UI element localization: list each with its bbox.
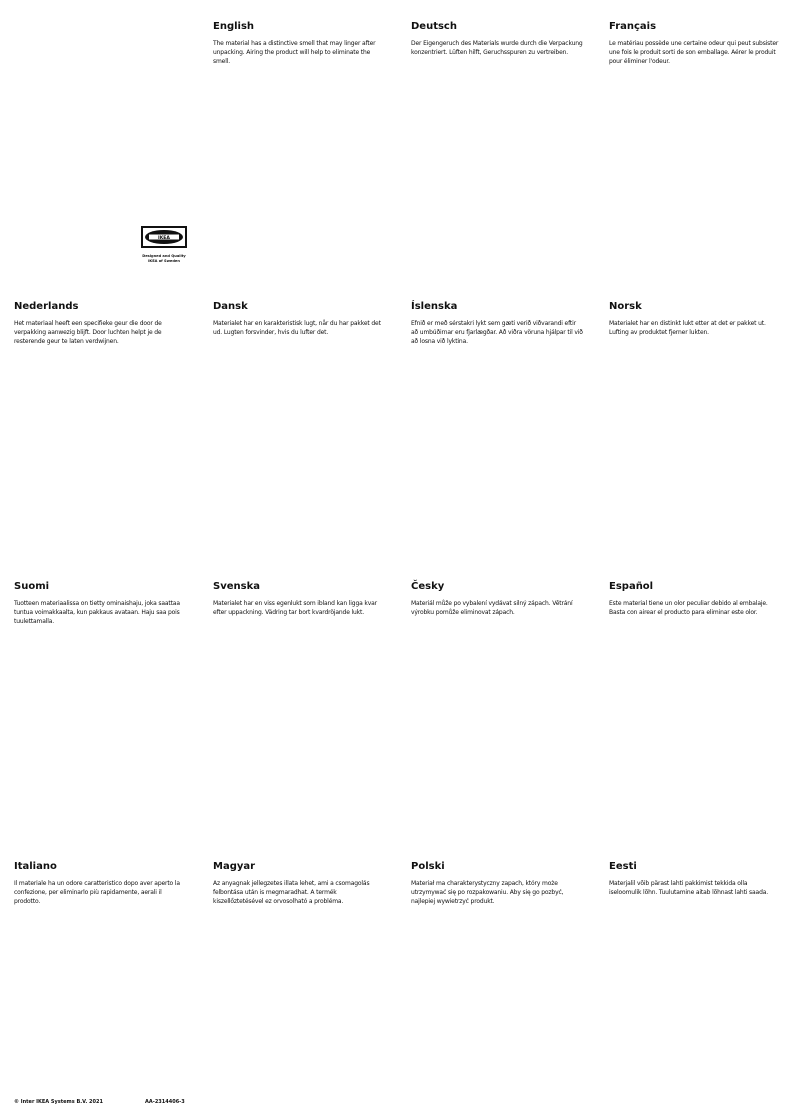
section-italiano — [14, 861, 186, 906]
language-heading: Polski — [411, 861, 445, 872]
language-text: Tuotteen materiaalissa on tietty ominaishaju, joka saattaa tuntua voimakkaalta, kun pakkaus avataan. Haju saa pois tuulettamalla. — [14, 600, 180, 625]
ikea-logo-icon — [141, 226, 187, 248]
section-nederlands — [14, 301, 186, 346]
section-islenska — [411, 301, 583, 346]
language-heading: Deutsch — [411, 21, 457, 32]
language-text: Materiał ma charakterystyczny zapach, który może utrzymywać się po rozpakowaniu. Aby się go pozbyć, najlepiej wywietrzyć produkt. — [411, 880, 564, 905]
logo-wordmark: IKEA — [158, 236, 170, 241]
footer-code: AA-2314406-3 — [145, 1099, 185, 1105]
section-suomi — [14, 581, 186, 626]
section-cesky — [411, 581, 583, 617]
language-heading: Suomi — [14, 581, 50, 592]
language-text: The material has a distinctive smell that may linger after unpacking. Airing the product will help to eliminate the smell. — [213, 40, 376, 65]
language-heading: Norsk — [609, 301, 642, 312]
logo-caption — [141, 254, 187, 263]
section-magyar — [213, 861, 385, 906]
language-heading: Español — [609, 581, 654, 592]
language-text: Het materiaal heeft een specifieke geur die door de verpakking aanwezig blijft. Door luchten helpt je de resterende geur te laten verdwijnen. — [14, 320, 162, 345]
section-espanol — [609, 581, 781, 617]
language-text: Este material tiene un olor peculiar debido al embalaje. Basta con airear el producto para eliminar este olor. — [609, 600, 768, 616]
language-heading: Italiano — [14, 861, 57, 872]
language-heading: Français — [609, 21, 657, 32]
language-heading: Eesti — [609, 861, 637, 872]
language-heading: Íslenska — [411, 301, 458, 312]
language-text: Il materiale ha un odore caratteristico dopo aver aperto la confezione, per eliminarlo più rapidamente, aerali il prodotto. — [14, 880, 180, 905]
language-heading: Dansk — [213, 301, 248, 312]
section-svenska — [213, 581, 385, 617]
language-text: Le matériau possède une certaine odeur qui peut subsister une fois le produit sorti de son emballage. Aérer le produit pour éliminer l'odeur. — [609, 40, 779, 65]
language-text: Efnið er með sérstakri lykt sem gæti verið viðvarandi eftir að umbúðirnar eru fjarlægðar. Að viðra vöruna hjálpar til við að losna við lyktina. — [411, 320, 583, 345]
section-francais — [609, 21, 781, 66]
section-dansk — [213, 301, 385, 337]
language-text: Materiál může po vybalení vydávat silný zápach. Větrání výrobku pomůže eliminovat zápach. — [411, 600, 573, 616]
logo-line-2: IKEA of Sweden — [148, 258, 180, 263]
section-polski — [411, 861, 583, 906]
language-text: Materialet har en distinkt lukt etter at det er pakket ut. Lufting av produktet fjerner lukten. — [609, 320, 766, 336]
language-text: Der Eigengeruch des Materials wurde durch die Verpackung konzentriert. Lüften hilft, Geruchsspuren zu vertreiben. — [411, 40, 583, 56]
section-english — [213, 21, 385, 66]
section-norsk — [609, 301, 781, 337]
language-heading: Nederlands — [14, 301, 79, 312]
language-text: Az anyagnak jellegzetes illata lehet, ami a csomagolás felbontása után is megmaradhat. A termék kiszellőztetésével ez orvosolható a probléma. — [213, 880, 370, 905]
language-text: Materjalil võib pärast lahti pakkimist tekkida olla iseloomulik lõhn. Tuulutamine aitab lõhnast lahti saada. — [609, 880, 769, 896]
section-eesti — [609, 861, 781, 897]
language-text: Materialet har en karakteristisk lugt, når du har pakket det ud. Lugten forsvinder, hvis du lufter det. — [213, 320, 381, 336]
language-heading: English — [213, 21, 255, 32]
language-text: Materialet har en viss egenlukt som ibland kan ligga kvar efter uppackning. Vädring tar bort kvardröjande lukt. — [213, 600, 377, 616]
logo-line-1: Designed and Quality — [142, 254, 186, 258]
footer-copyright: © Inter IKEA Systems B.V. 2021 — [14, 1099, 103, 1105]
ikea-logo — [141, 226, 187, 263]
section-deutsch — [411, 21, 583, 57]
language-heading: Svenska — [213, 581, 260, 592]
language-heading: Česky — [411, 581, 445, 592]
language-heading: Magyar — [213, 861, 256, 872]
